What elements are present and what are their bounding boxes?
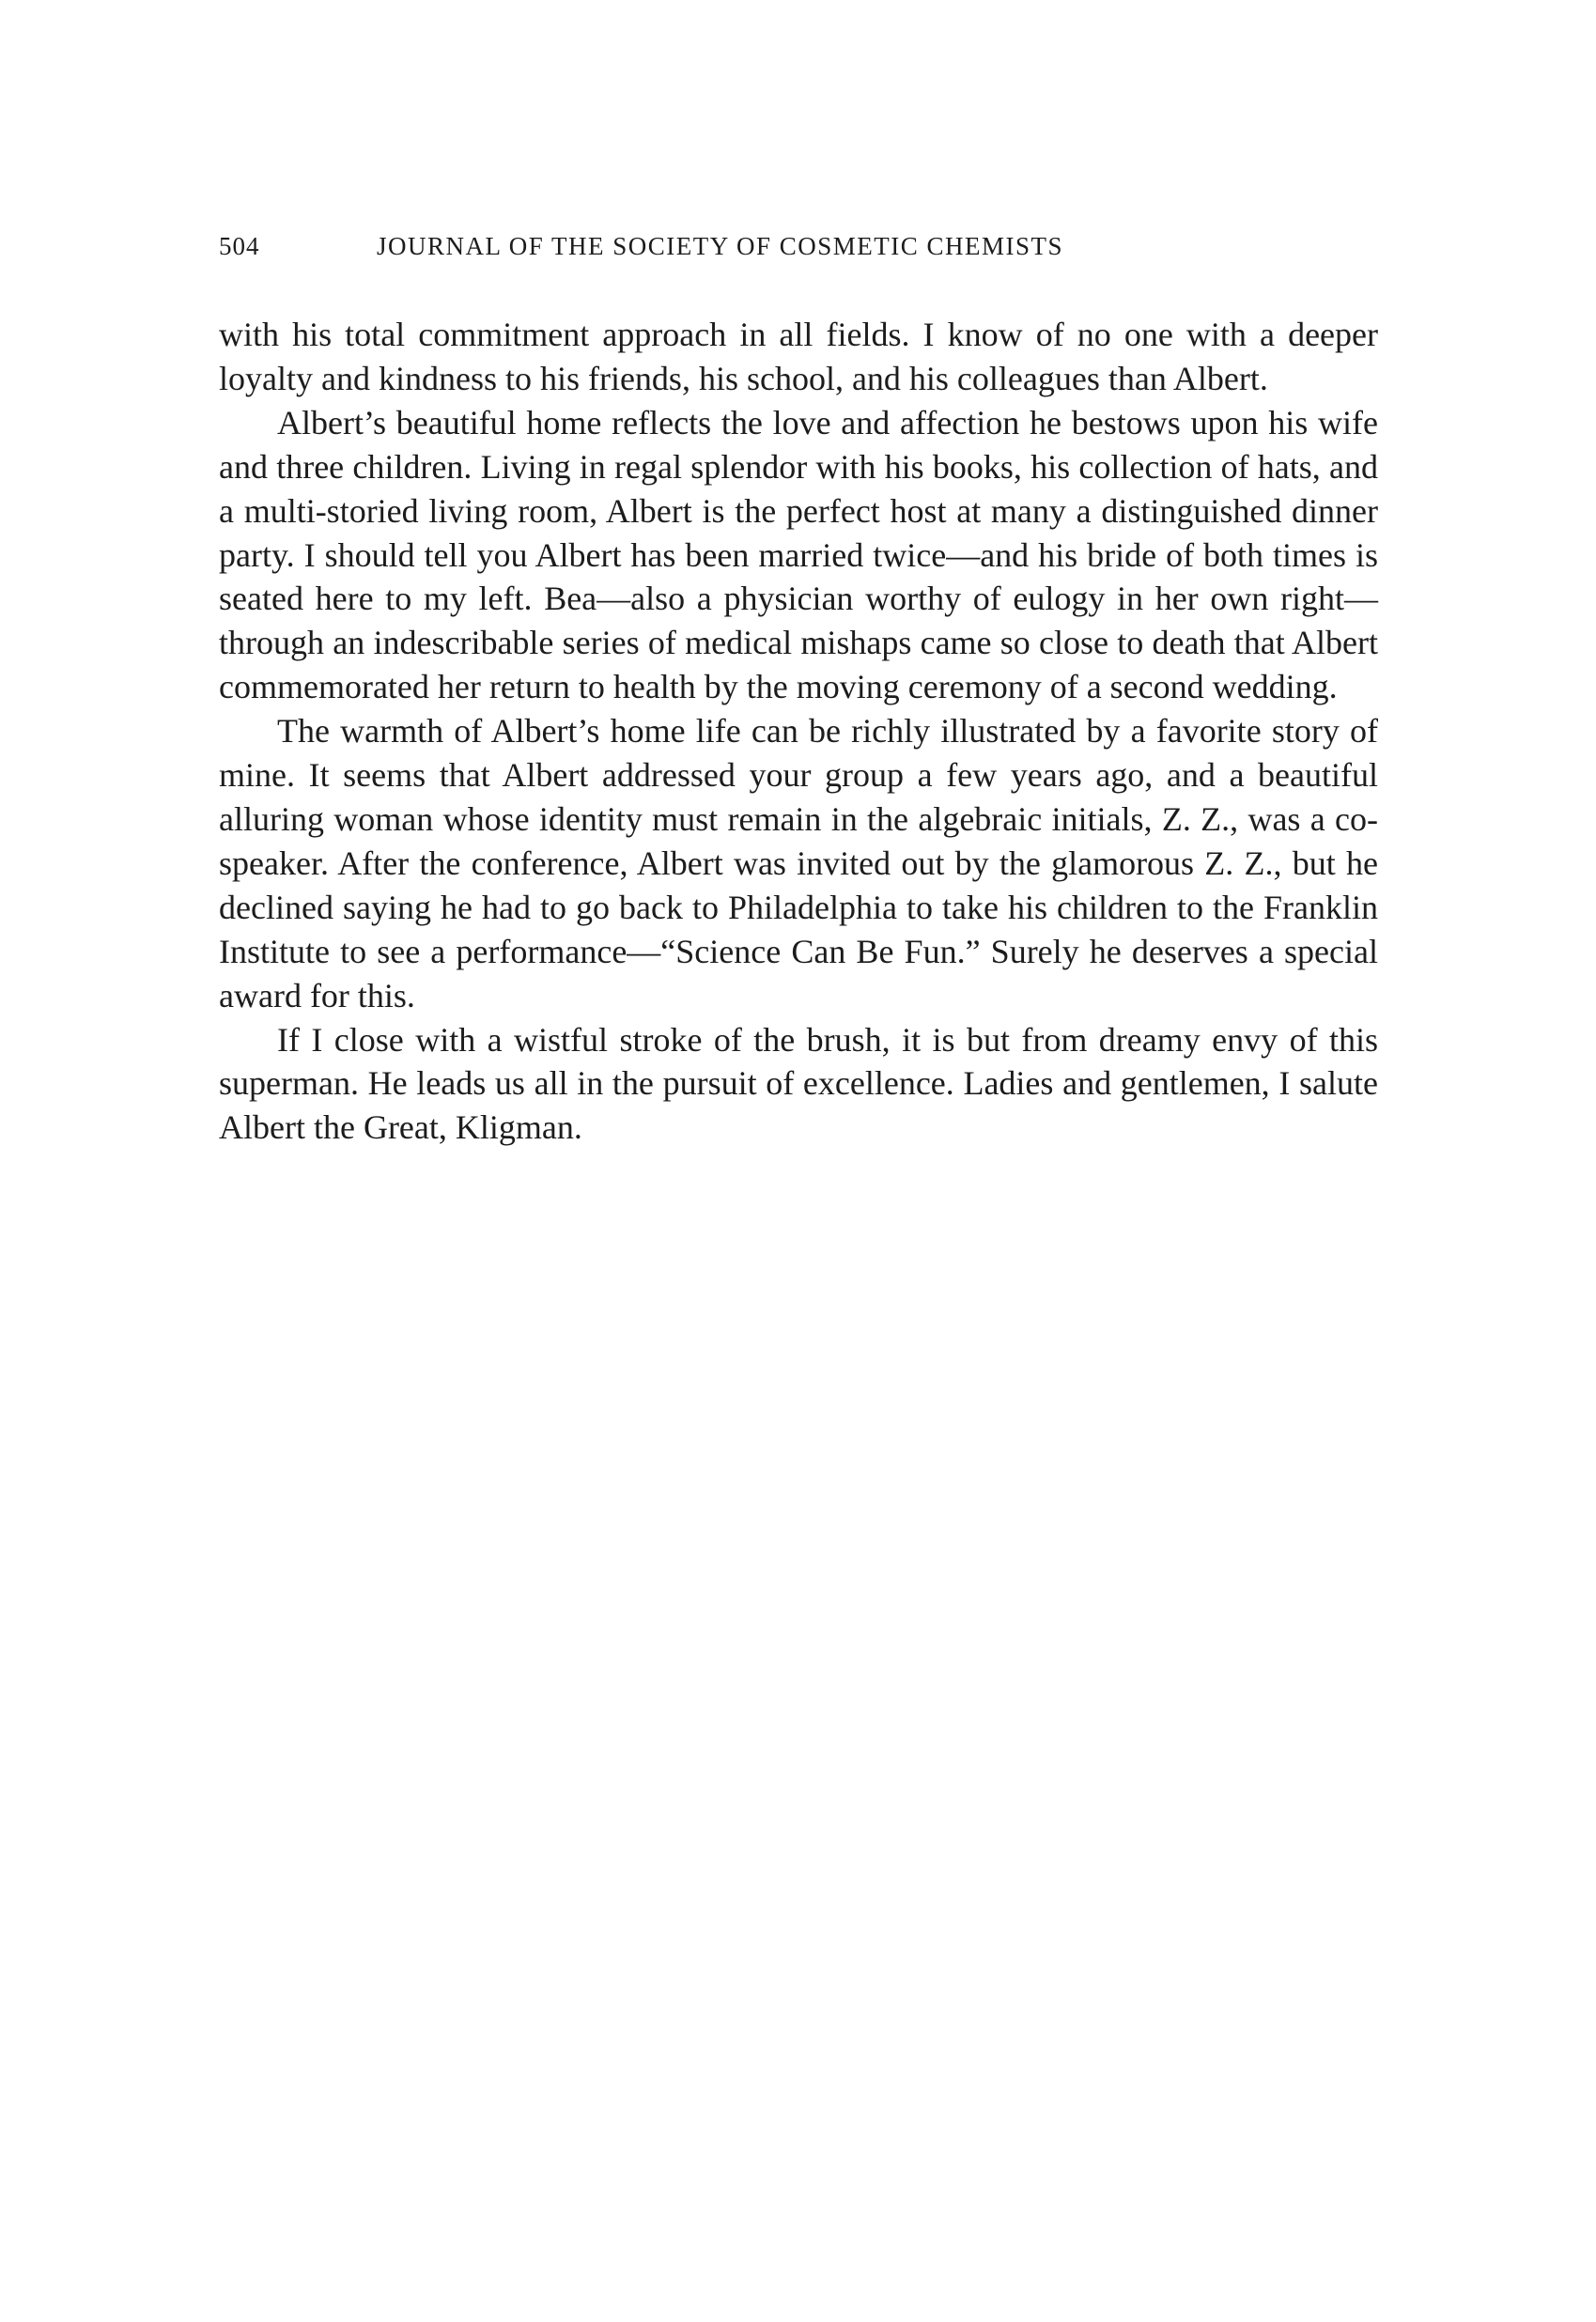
page-number: 504 (219, 232, 260, 260)
paragraph-continued: with his total commitment approach in all fields. I know of no one with a deeper loyalty and kindness to his friends, his school, and his colleagues than Albert. (219, 316, 1378, 397)
running-header (219, 232, 1393, 270)
article-body (219, 313, 1378, 1150)
paragraph-warmth-story: The warmth of Albert’s home life can be richly illustrated by a favorite story of mine. It seems that Albert addressed your group a few years ago, and a beautiful alluring woman whose identity must remain in the algebraic initials, Z. Z., was a co-speaker. After the conference, Albert was invited out by the glamorous Z. Z., but he declined saying he had to go back to Philadelphia to take his children to the Franklin Institute to see a performance—“Science Can Be Fun.” Surely he deserves a special award for this. (219, 712, 1378, 1014)
paragraph-home-life: Albert’s beautiful home reflects the love and affection he bestows upon his wife and three children. Living in regal splendor with his books, his collection of hats, and a multi-storied living room, Albert is the perfect host at many a distinguished dinner party. I should tell you Albert has been married twice—and his bride of both times is seated here to my left. Bea—also a physician worthy of eulogy in her own right—through an indescribable series of medical mishaps came so close to death that Albert commemorated her return to health by the moving ceremony of a second wedding. (219, 403, 1378, 706)
journal-title: JOURNAL OF THE SOCIETY OF COSMETIC CHEMISTS (377, 232, 1064, 260)
paragraph-closing: If I close with a wistful stroke of the brush, it is but from dreamy envy of this superman. He leads us all in the pursuit of excellence. Ladies and gentlemen, I salute Albert the Great, Kligman. (219, 1020, 1378, 1147)
